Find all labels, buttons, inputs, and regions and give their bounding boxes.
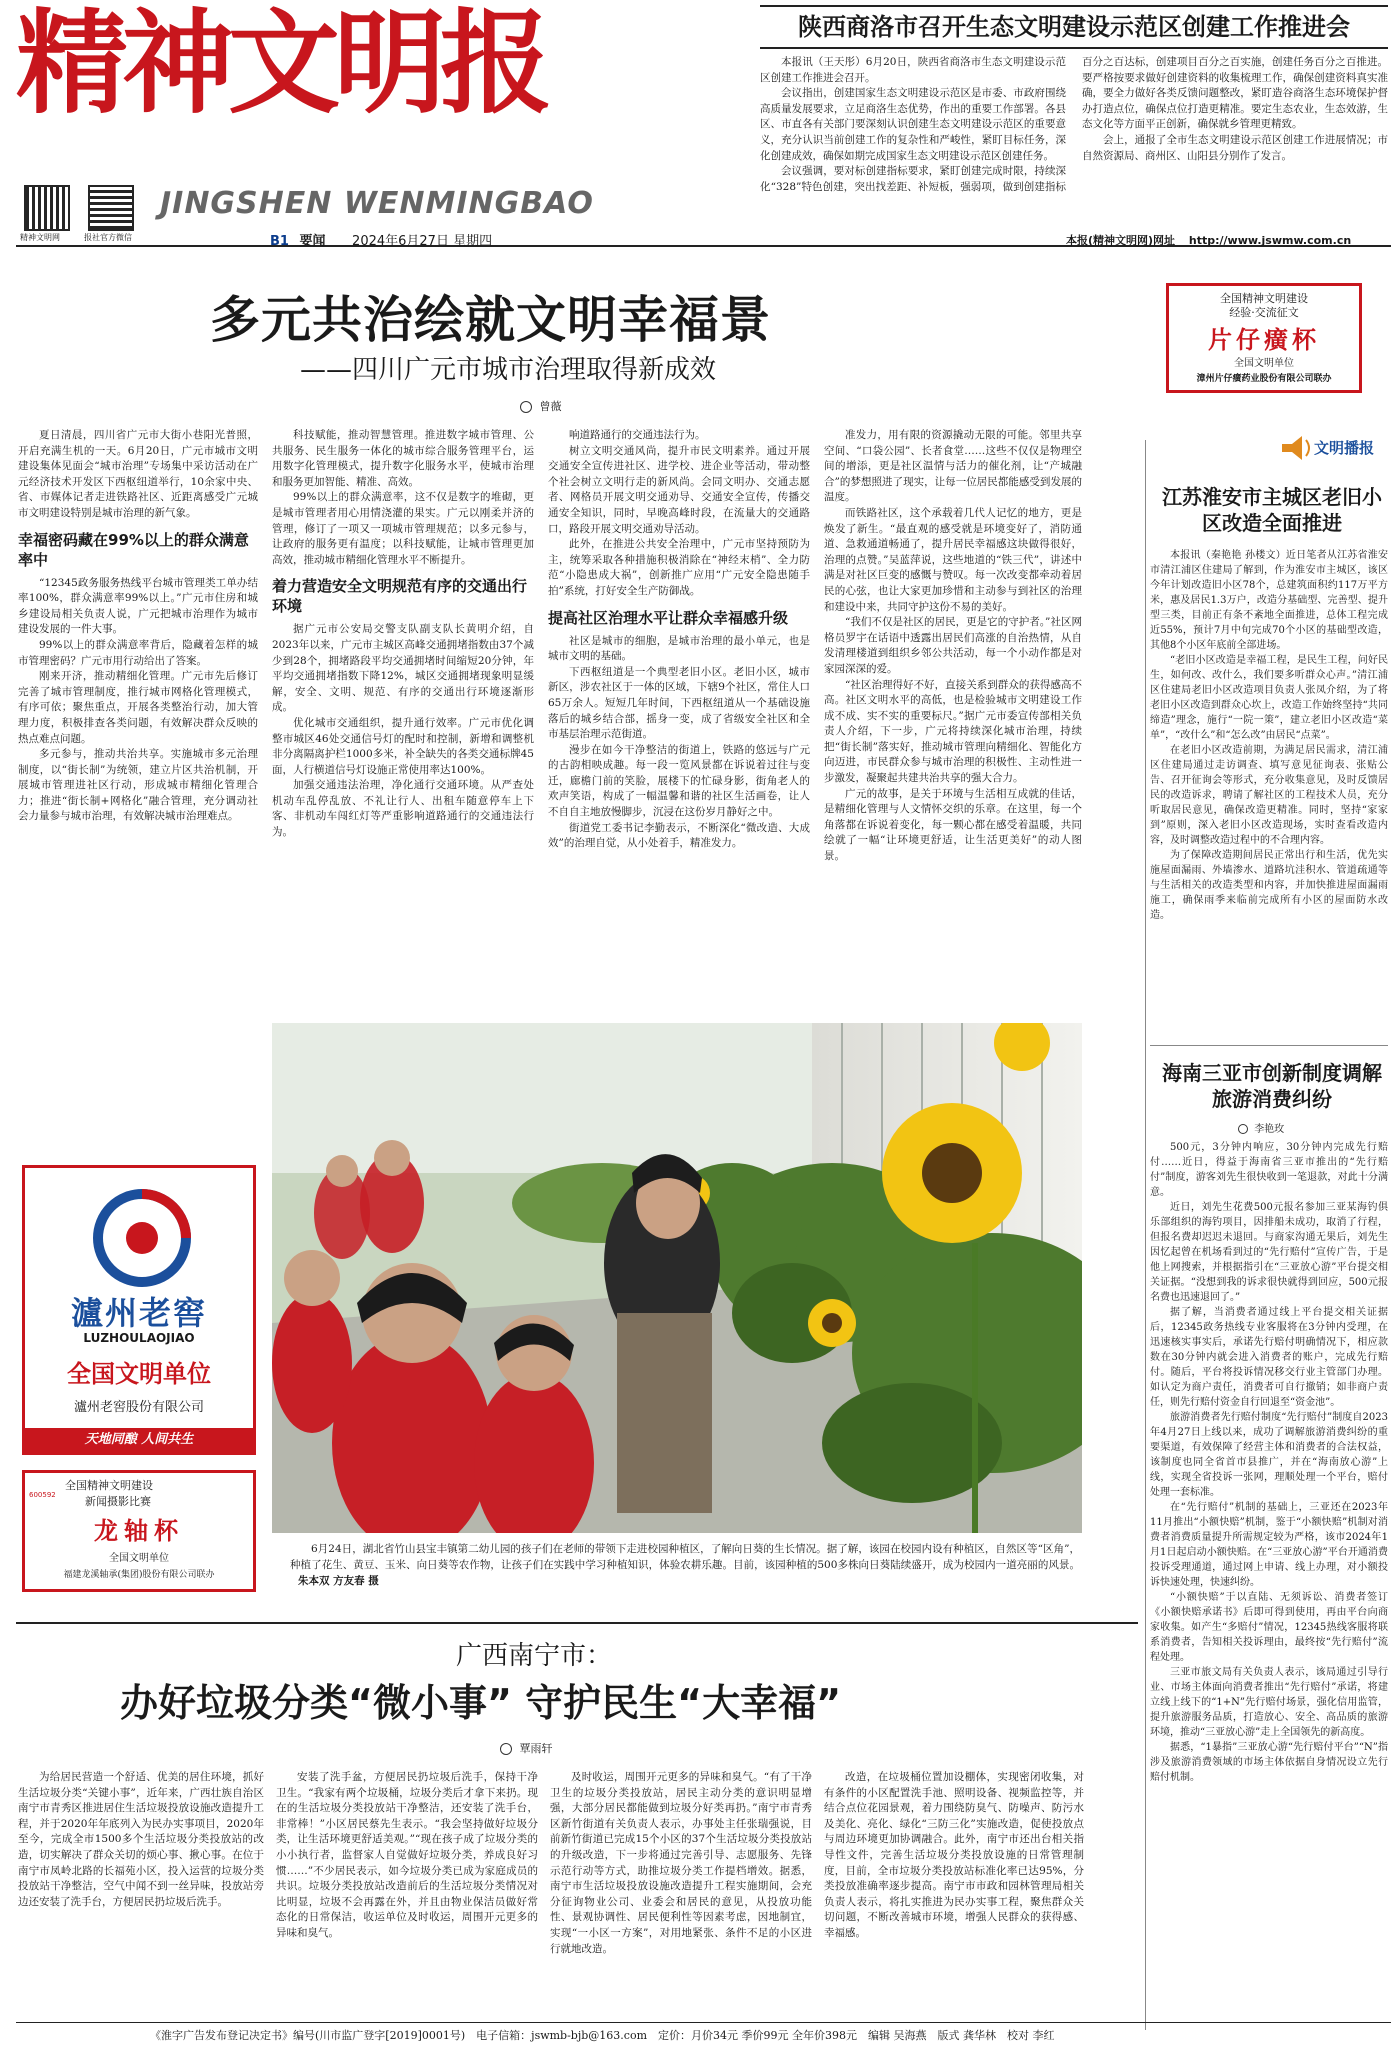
pzh-line2: 经验·交流征文	[1229, 306, 1299, 319]
paragraph: 树立文明交通风尚，提升市民文明素养。通过开展交通安全宣传进社区、进学校、进企业等活动，带动整个社会树立文明行走的新风尚。会同文明办、交通志愿者、网格员开展文明交通劝导、交通安全宣传，传播交通安全知识，同时，早晚高峰时段，在流量大的交通路口，路段开展文明交通劝导活动。	[548, 444, 810, 535]
luzhou-laojiao-ad	[22, 1165, 256, 1455]
sidebar-s2-p4: 旅游消费者先行赔付制度“先行赔付”制度自2023年4月27日上线以来，成功了调解旅游消费纠纷的重要渠道，有效保障了经营主体和消费者的合法权益，该制度也同全省首市县推广，并在“海南放心游”上线，实现全省投诉一张网，理顺处理一个平台，赔付处理一套标准。	[1150, 1412, 1388, 1498]
bottom-col-2-text: 安装了洗手盆，方便居民扔垃圾后洗手，保持干净卫生。“我家有两个垃圾桶，垃圾分类后才拿下来扔。现在的生活垃圾分类投放站干净整洁，还安装了洗手台，非常棒！”小区居民蔡先生表示。“我会坚持做好垃圾分类，让生活环境更舒适美观。”“现在孩子成了垃圾分类的小小执行者，监督家人自觉做好垃圾分类，养成良好习惯……”不少居民表示，如今垃圾分类已成为家庭成员的共识。垃圾分类投放站改造前后的生活垃圾分类情况对比明显，垃圾不会再露在外，并且由物业保洁员做好常态化的日常保洁，收运单位及时收运，周围开元更多的异味和臭气。	[276, 1771, 538, 1939]
subheading: 提高社区治理水平让群众幸福感升级	[548, 608, 789, 627]
bottom-article-byline	[500, 1740, 553, 1756]
photo-credit: 朱本双 方友春 摄	[298, 1575, 379, 1587]
sidebar-s1-p2: “老旧小区改造是幸福工程，是民生工程，问好民生，如何改、改什么，我们要多听群众心声。”清江浦区住建局老旧小区改造项目负责人张凤介绍，为了将老旧小区改造到群众心坎上，改造工作始终坚持“共同缔造”理念，施行“一院一策”，建立老旧小区改造“菜单”，“改什么”和“怎么改”由居民“点菜”。	[1150, 655, 1388, 741]
sidebar-s1-p1: 本报讯（秦艳艳 孙楼文）近日笔者从江苏省淮安市清江浦区住建局了解到，作为淮安市主城区，该区今年计划改造旧小区78个，总建筑面积约117万平方米，惠及居民1.3万户，改造分基础型、完善型、提升型三类，目前正有条不紊地全面推进，总体工程完成近55%，预计7月中旬完成70个小区的基础型改造，其他8个小区年底前全部进场。	[1150, 550, 1388, 651]
luzhou-pinyin: LUZHOULAOJIAO	[83, 1331, 195, 1345]
photo-caption	[290, 1541, 1080, 1589]
byline-name: 曾薇	[539, 400, 562, 413]
sidebar-story-1-body	[1150, 548, 1388, 1030]
sidebar-s2-p8: 据悉，“1暴指”三亚放心游“先行赔付平台”“N”指涉及旅游消费领域的市场主体依据自身情况设立先行赔付机制。	[1150, 1742, 1388, 1783]
bottom-col-2	[276, 1770, 538, 2014]
longzhou-line1: 全国精神文明建设	[65, 1479, 153, 1492]
sidebar-s2-p7: 三亚市旅文局有关负责人表示，该局通过引导行业、市场主体面向消费者推出“先行赔付”承诺，将建立线上线下的“1+N”先行赔付场景，强化信用监管，提升旅游服务品质，打造放心、安全、高品质的旅游环境，推动“三亚放心游”走上全国领先的新高度。	[1150, 1667, 1388, 1738]
paragraph: 99%以上的群众满意率，这不仅是数字的堆砌，更是城市管理者用心用情浇灌的果实。广元以刚柔并济的管理，修订了一项又一项城市管理规范；以多元参与，让政府的服务更有温度；以科技赋能，让城市管理更加高效，推动城市精细化管理水平不断提升。	[272, 491, 534, 566]
main-article-subtitle: ——四川广元市城市治理取得新成效	[300, 355, 717, 385]
qr-code-jswmw	[24, 185, 70, 231]
longzhou-name: 龙轴杯	[94, 1516, 184, 1545]
photo-caption-text: 6月24日，湖北省竹山县宝丰镇第二幼儿园的孩子们在老师的带领下走进校园种植区，了解向日葵的生长情况。据了解，该园在校园内设有种植区，自然区等“区角”，种植了花生、黄豆、玉米、向日葵等农作物，让孩子们在实践中学习种植知识，体验农耕乐趣。目前，该园种植的500多株向日葵陆续盛开，成为校园内一道亮丽的风景。	[290, 1543, 1080, 1571]
pzh-name: 片仔癀杯	[1208, 325, 1320, 354]
paragraph: 据广元市公安局交警支队副支队长黄明介绍，自2023年以来，广元市主城区高峰交通拥堵指数由37个减少到28个，拥堵路段平均交通拥堵时间缩短20分钟，年平均交通拥堵指数下降12%，城区交通拥堵现象明显缓解，安全、文明、规范、有序的交通出行环境逐渐形成。	[272, 623, 534, 714]
masthead-pinyin: JINGSHEN WENMINGBAO	[160, 186, 594, 221]
sidebar-story-2-byline	[1238, 1120, 1284, 1135]
top-story-p2: 会议指出，创建国家生态文明建设示范区是市委、市政府围绕高质量发展要求，立足商洛生态优势，作出的重要工作部署。各县区、市直各有关部门要深刻认识创建生态文明建设示范区的重要意义，充分认识当前创建工作的复杂性和严峻性，紧盯目标任务，深化创建成效，确保如期完成国家生态文明建设示范区创建任务。	[760, 87, 1066, 162]
paragraph: 漫步在如今干净整洁的街道上，铁路的悠远与广元的古韵相映成趣。每一段一览风景都在诉说着过往与变迁，廊檐门前的笑脸，展楼下的忙碌身影，街角老人的欢声笑语，构成了一幅温馨和谐的社区生活画卷，让人不自自主地放慢脚步，沉浸在这份岁月静好之中。	[548, 743, 810, 819]
sidebar-s2-p6: “小额快赔”于以直陆、无须诉讼、消费者签订《小额快赔承诺书》后即可得到使用，再由平台向商家收集。如产生“多赔付”情况，12345热线客服将联系消费者，告知相关投诉理由，最终按“先行赔付”流程处理。	[1150, 1592, 1388, 1663]
main-col-4	[824, 428, 1082, 988]
section-name: 要闻	[299, 234, 326, 249]
paragraph: 多元参与，推动共治共享。实施城市多元治理制度，以“街长制”为统领，建立片区共治机制，开展城市管理进社区行动，形成城市精细化管理合力；推进“街长制+网格化”融合管理，充分调动社会力量参与城市治理，有效解决城市治理难点。	[18, 748, 258, 823]
paragraph: 99%以上的群众满意率背后，隐藏着怎样的城市管理密码？广元市用行动给出了答案。	[18, 638, 258, 667]
paragraph: “12345政务服务热线平台城市管理类工单办结率100%，群众满意率99%以上。”广元市住房和城乡建设局相关负责人说，广元把城市治理作为城市建设发展的一件大事。	[18, 576, 258, 636]
sidebar-s2-p2: 近日，刘先生花费500元报名参加三亚某海钓俱乐部组织的海钓项目，因排船未成功，取消了行程，但报名费却迟迟未退回。与商家沟通无果后，刘先生因忆起曾在机场看到过的“先行赔付”宣传广告，于是他上网搜索，并根据指引在“三亚放心游”平台提交相关证据。“没想到我的诉求很快就得到回应，500元报名费也迅速退回了。”	[1150, 1202, 1388, 1303]
sidebar-s1-p4: 为了保障改造期间居民正常出行和生活，优先实施屋面漏雨、外墙渗水、道路坑洼积水、管道疏通等与生活相关的改造类型和内容，并加快推进屋面漏雨施工，确保雨季来临前完成所有小区的屋面防水改造。	[1150, 850, 1388, 921]
pzh-line1: 全国精神文明建设	[1220, 292, 1308, 305]
luzhou-brand: 瀘州老窖	[70, 1294, 207, 1332]
footer-rule	[16, 2022, 1391, 2023]
top-story-p4: 会上，通报了全市生态文明建设示范区创建工作进展情况；市自然资源局、商州区、山阳县分别作了发言。	[1082, 133, 1388, 162]
bottom-col-3	[550, 1770, 812, 2014]
subheading: 着力营造安全文明规范有序的交通出行环境	[272, 577, 528, 616]
bottom-article-title: 办好垃圾分类“微小事” 守护民生“大幸福”	[120, 1681, 842, 1725]
main-col-3	[548, 428, 810, 988]
paragraph: 下西枢纽道是一个典型老旧小区。老旧小区，城市新区，涉农社区于一体的区域，下辖9个社区，常住人口65万余人。短短几年时间，下西枢纽道从一个基础设施落后的城乡结合部，摇身一变，成了省级安全社区和全市基层治理示范街道。	[548, 665, 810, 741]
top-story-p3: 会议强调，要对标创建指标要求，紧盯创建完成时限，持续深化“328”特色创建，突出找差距、补短板，强弱项，做到创建指标百分之百达标，创建项目百分之百实施，创建任务百分之百推进。要严格按要求做好创建资料的收集梳理工作，确保创建资料真实准确，要全力做好各类反馈问题整改，紧盯造谷商洛生态环境保护督办打造点位，确保点位打造更精准。要定生态农业，生态效游，生态文化等方面平正创新，确保就乡管理更精致。	[760, 56, 1388, 193]
bottom-col-3-text: 及时收运，周围开元更多的异味和臭气。“有了干净卫生的垃圾分类投放站，居民主动分类的意识明显增强，大部分居民都能做到垃圾分好类再扔。”南宁市青秀区新竹街道有关负责人表示，办事处主任张瑞强说，目前新竹街道已完成15个小区的37个生活垃圾分类投放站的升级改造，下一步将通过完善引导、志愿服务、先锋示范行动等方式，助推垃圾分类工作提档增效。据悉，南宁市生活垃圾投放设施改造提升工程实施期间，会充分征询物业公司、业委会和居民的意见，从投放功能性、景观协调性、居民便利性等因素考虑，因地制宜，实现“一小区一方案”，对用地紧张、条件不足的小区进行就地改造。	[550, 1771, 812, 1955]
sidebar-divider	[1145, 440, 1146, 2030]
paragraph: 优化城市交通组织，提升通行效率。广元市优化调整市城区46处交通信号灯的配时和控制，新增和调整机非分离隔离护栏1000多米，补全缺失的各类交通标牌45面，人行横道信号灯设施正常使用率达100%。	[272, 716, 534, 776]
page-number: B1	[270, 234, 289, 249]
longzhou-cup-ad	[22, 1470, 256, 1592]
luzhou-company: 瀘州老窖股份有限公司	[73, 1400, 204, 1415]
sidebar-story-1-title: 江苏淮安市主城区老旧小区改造全面推进	[1162, 485, 1382, 535]
sidebar-banner-label: 文明播报	[1314, 439, 1375, 457]
bottom-col-1-text: 为给居民营造一个舒适、优美的居住环境，抓好生活垃圾分类“关键小事”，近年来，广西壮族自治区南宁市青秀区推进居住生活垃圾投放设施改造提升工程，并于2020年年底列入为民办实事项目，2020年至今，完成全市1500多个生活垃圾分类投放站的改造，切实解决了群众关切的烦心事、揪心事。在位于南宁市凤岭北路的长福苑小区，投入运营的垃圾分类投放站干净整洁，空气中闻不到一丝异味，投放站旁边还安装了洗手台，方便居民扔垃圾后洗手。	[18, 1771, 264, 1908]
bottom-byline-name: 覃雨轩	[519, 1742, 553, 1755]
luzhou-slogan: 天地同酿 人间共生	[25, 1428, 253, 1452]
paragraph: 夏日清晨，四川省广元市大街小巷阳光普照，开启充满生机的一天。6月20日，广元市城市文明建设集体见面会“城市治理”专场集中采访活动在广元经济技术开发区下西枢纽道举行，10余家中央、省、市媒体记者走进铁路社区、近距离感受广元城市文明建设特别是城市治理的新气象。	[18, 429, 258, 519]
website-url[interactable]: http://www.jswmw.com.cn	[1188, 234, 1352, 247]
longzhou-stock-code: 600592	[29, 1491, 56, 1499]
longzhou-line3: 全国文明单位	[109, 1553, 169, 1564]
bottom-col-4	[824, 1770, 1084, 2014]
sidebar-banner	[1276, 428, 1388, 468]
pianzaihuang-ad	[1166, 283, 1362, 393]
paragraph: “我们不仅是社区的居民，更是它的守护者。”社区网格员罗宇在话语中透露出居民们高涨的自治热情，从自发清理楼道到组织乡邻公共活动，每一个小动作都是对家园深深的爱。	[824, 616, 1082, 675]
footer-info: 《淮字广告发布登记决定书》编号(川市监广登字[2019]0001号) 电子信箱：jswmb-bjb@163.com 定价：月价34元 季价99元 全年价398元 编辑 吴海燕 版式 龚华林 校对 李红	[150, 2029, 1055, 2042]
main-article-byline	[520, 398, 562, 414]
main-col-1	[18, 428, 258, 988]
pzh-company: 漳州片仔癀药业股份有限公司联办	[1196, 374, 1332, 384]
main-col-2	[272, 428, 534, 988]
longzhou-company: 福建龙溪轴承(集团)股份有限公司联办	[63, 1570, 215, 1580]
longzhou-line2: 新闻摄影比赛	[85, 1495, 151, 1508]
paragraph: 科技赋能，推动智慧管理。推进数字城市管理、公共服务、民生服务一体化的城市综合服务管理平台，运用数字化管理模式，提升数字化服务水平，使城市治理和服务更加智能、精准、高效。	[272, 429, 534, 488]
qr-label-2: 报社官方微信	[84, 233, 132, 242]
sidebar-story-2-body	[1150, 1140, 1388, 2020]
masthead-title: 精神文明报	[16, 0, 546, 129]
bottom-col-4-text: 改造，在垃圾桶位置加设棚体，实现密闭收集，对有条件的小区配置洗手池、照明设备、视频监控等，并结合点位花园景观，着力围绕防臭气、防噪声、防污水及美化、亮化、绿化“三防三化”实施改造，促使投放点与周边环境更加协调融合。此外，南宁市还出台相关指导性文件，完善生活垃圾分类投放设施的日常管理制度，目前，全市垃圾分类投放站标准化率已达95%，分类投放准确率逐步提高。南宁市市政和园林管理局相关负责人表示，将扎实推进为民办实事工程，聚焦群众关切问题，不断改善城市环境，增强人民群众的获得感、幸福感。	[824, 1771, 1084, 1939]
qr-label-1: 精神文明网	[20, 233, 60, 242]
main-article-title: 多元共治绘就文明幸福景	[210, 291, 771, 349]
sidebar-s2-p1: 500元，3分钟内响应，30分钟内完成先行赔付……近日，得益于海南省三亚市推出的“先行赔付”制度，游客刘先生很快收到一笔退款，对此十分满意。	[1150, 1142, 1388, 1198]
top-story-title: 陕西商洛市召开生态文明建设示范区创建工作推进会	[760, 5, 1388, 49]
top-story	[760, 5, 1388, 223]
sidebar-s2-p5: 在“先行赔付”机制的基础上，三亚还在2023年11月推出“小额快赔”机制，鉴于“小额快赔”机制对消费者消费质量提升所需规定较为严格，该市2024年1月1日起启动小额快赔。在“三亚放心游”平台开通消费投诉受理通道，通过网上申请、线上办理，对小额投诉快速处理，快速纠纷。	[1150, 1502, 1388, 1588]
paragraph: 加强交通违法治理，净化通行交通环境。从严查处机动车乱停乱放、不礼让行人、出租车随意停车上下客、非机动车闯红灯等严重影响道路通行的交通违法行为。	[272, 779, 534, 839]
website-label: 本报(精神文明网)网址	[1066, 234, 1176, 247]
paragraph: 街道党工委书记李勤表示，不断深化“微改造、大成效”的治理自觉，从小处着手，精准发力。	[548, 821, 810, 850]
sidebar-story-rule	[1150, 1045, 1388, 1046]
sidebar-s2-byline-name: 李艳玫	[1254, 1124, 1285, 1135]
sidebar-s1-p3: 在老旧小区改造前期，为满足居民需求，清江浦区住建局通过走访调查、填写意见征询表、张贴公告、召开征询会等形式，充分收集意见，及时反馈居民的改造诉求，聘请了解社区的工程技术人员，充分听取居民意见，确保改造更精准。同时，坚持“家家到”原则，深入老旧小区改造现场，实时查看改造内容，及时调整改造过程中的不合理内容。	[1150, 745, 1388, 846]
issue-date: 2024年6月27日 星期四	[352, 234, 493, 249]
luzhou-award: 全国文明单位	[67, 1359, 211, 1388]
top-story-p1: 本报讯（王天彤）6月20日，陕西省商洛市生态文明建设示范区创建工作推进会召开。	[760, 56, 1066, 84]
top-story-body	[760, 55, 1388, 221]
bottom-article-kicker: 广西南宁市：	[456, 1641, 613, 1671]
paragraph: “社区治理得好不好，直接关系到群众的获得感高不高。社区文明水平的高低，也是检验城市文明建设工作成不成、实不实的重要标尺。”据广元市委宣传部相关负责人介绍，下一步，广元将持续深化城市治理，持续把“街长制”落实好，推动城市管理向精细化、智能化方向迈进，市民群众参与城市治理的积极性、主动性进一步激发，凝聚起共建共治共享的强大合力。	[824, 678, 1082, 785]
sunflower-photo-image	[272, 1023, 1082, 1533]
news-photo	[272, 1023, 1082, 1533]
paragraph: 而铁路社区，这个承载着几代人记忆的地方，更是焕发了新生。“最直观的感受就是环境变好了，消防通道、急救通道畅通了，提升居民幸福感这块做得很好，治理的点赞。”吴蓝萍说，这些地道的“铁三代”，讲述中满是对社区巨变的感慨与赞叹。每一次改变都牵动着居民的心弦，也让大家更加珍惜和主动参与到社区的治理和建设中来，共同守护这份不易的美好。	[824, 506, 1082, 613]
qr-code-wechat	[88, 185, 134, 231]
paragraph: 此外，在推进公共安全治理中，广元市坚持预防为主，统筹采取各种措施积极消除在“神经末梢”、全力防范“小隐患成大祸”，创新推广应用“广元安全隐患随手拍”系统，打好安全生产防御战。	[548, 538, 810, 597]
paragraph: 广元的故事，是关于环境与生活相互成就的佳话，是精细化管理与人文情怀交织的乐章。在这里，每一个角落都在诉说着变化，每一颗心都在感受着温暖，共同绘就了一幅“让环境更舒适，让生活更美好”的动人图景。	[824, 787, 1082, 863]
subheading: 幸福密码藏在99%以上的群众满意率中	[18, 530, 249, 569]
bottom-col-1	[18, 1770, 264, 2014]
paragraph: 社区是城市的细胞，是城市治理的最小单元，也是城市文明的基础。	[548, 634, 810, 663]
pzh-line3: 全国文明单位	[1234, 358, 1294, 369]
paragraph: 准发力，用有限的资源撬动无限的可能。邻里共享空间、“口袋公园”、长者食堂……这些不仅仅是物理空间的增添，更是社区温情与活力的催化剂，让“产城融合”的梦想照进了现实，让每一位居民都能感受到发展的温度。	[824, 429, 1082, 504]
paragraph: 响道路通行的交通违法行为。	[569, 429, 706, 441]
paragraph: 刚来开济，推动精细化管理。广元市先后修订完善了城市管理制度，推行城市网格化管理模式，有序可依；聚焦重点，开展各类整治行动，加大管理力度，积极排查各类问题，有效解决群众反映的热点难点问题。	[18, 670, 258, 745]
sidebar-story-2-title: 海南三亚市创新制度调解旅游消费纠纷	[1162, 1061, 1382, 1111]
sidebar-s2-p3: 据了解，当消费者通过线上平台提交相关证据后，12345政务热线专业客服将在3分钟内受理，在迅速核实事实后，承诺先行赔付明确情况下，相应款数在30分钟内就会进入消费者的账户，完成先行赔付。随后，平台将投诉情况移交行业主管部门办理。如认定为商户责任，消费者可自行撤销；如非商户责任，则先行赔付资金自行回退至“资金池”。	[1150, 1307, 1388, 1408]
bottom-article-rule	[16, 1622, 1138, 1624]
luzhou-logo-icon	[92, 1188, 192, 1288]
